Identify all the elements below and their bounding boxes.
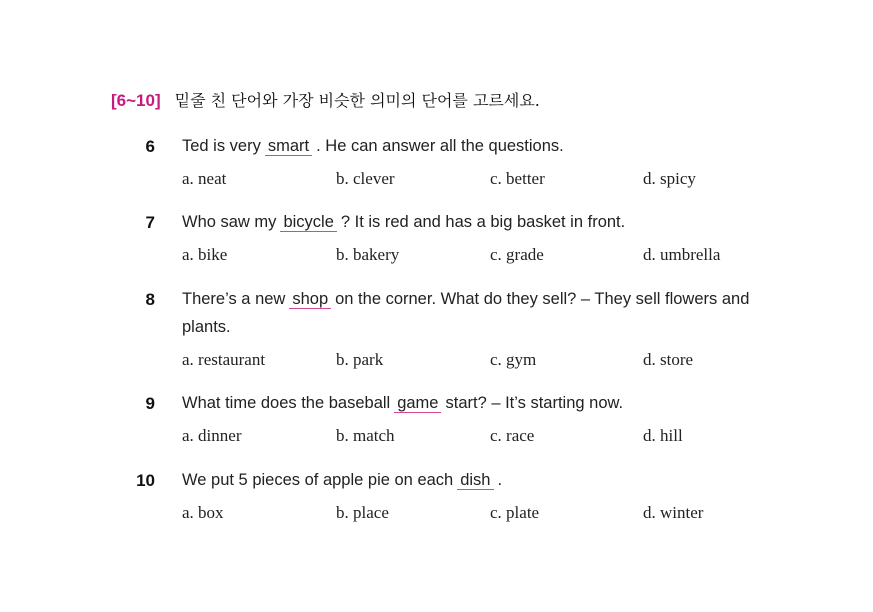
stem-before: Ted is very — [182, 137, 261, 155]
choice-d[interactable]: d. winter — [643, 503, 704, 522]
choice-d[interactable]: d. hill — [643, 426, 683, 445]
question-stem — [182, 132, 564, 160]
choice-b[interactable]: b. clever — [336, 169, 395, 188]
stem-after: on the corner. What do they sell? – They sell flowers and plants. — [182, 290, 750, 336]
choice-c[interactable]: c. race — [490, 426, 535, 445]
choice-c[interactable]: c. better — [490, 169, 545, 188]
choice-b[interactable]: b. match — [336, 426, 395, 445]
choice-b[interactable]: b. park — [336, 350, 384, 369]
question-stem — [182, 389, 623, 417]
choice-c[interactable]: c. plate — [490, 503, 540, 522]
stem-after: . — [497, 471, 503, 489]
stem-before: We put 5 pieces of apple pie on each — [182, 471, 454, 489]
choice-c[interactable]: c. grade — [490, 245, 544, 264]
choice-d[interactable]: d. spicy — [643, 169, 696, 188]
choice-b[interactable]: b. place — [336, 503, 389, 522]
stem-before: Who saw my — [182, 213, 277, 231]
question-number: 9 — [145, 394, 155, 413]
question-number: 8 — [145, 290, 155, 309]
underlined-word: game — [394, 394, 441, 413]
question-number: 7 — [145, 213, 155, 232]
choice-a[interactable]: a. box — [182, 503, 224, 522]
underlined-word: shop — [289, 290, 331, 309]
stem-after: start? – It’s starting now. — [445, 394, 624, 412]
question-stem — [182, 208, 625, 236]
question-range: [6~10] — [111, 91, 161, 110]
question-number: 6 — [145, 137, 155, 156]
stem-before: There’s a new — [182, 290, 286, 308]
stem-after: . He can answer all the questions. — [316, 137, 564, 155]
question-stem — [182, 466, 502, 494]
choice-d[interactable]: d. umbrella — [643, 245, 721, 264]
stem-before: What time does the baseball — [182, 394, 391, 412]
underlined-word: smart — [265, 137, 312, 156]
choice-a[interactable]: a. bike — [182, 245, 228, 264]
stem-after: ? It is red and has a big basket in front. — [340, 213, 626, 231]
choice-a[interactable]: a. neat — [182, 169, 227, 188]
choice-b[interactable]: b. bakery — [336, 245, 400, 264]
underlined-word: dish — [457, 471, 493, 490]
section-header — [111, 88, 540, 111]
underlined-word: bicycle — [280, 213, 336, 232]
instruction-text: 밑줄 친 단어와 가장 비슷한 의미의 단어를 고르세요. — [174, 91, 540, 110]
choice-a[interactable]: a. restaurant — [182, 350, 266, 369]
choice-d[interactable]: d. store — [643, 350, 694, 369]
question-stem — [182, 285, 797, 341]
choice-c[interactable]: c. gym — [490, 350, 537, 369]
question-number: 10 — [136, 471, 155, 490]
choice-a[interactable]: a. dinner — [182, 426, 242, 445]
